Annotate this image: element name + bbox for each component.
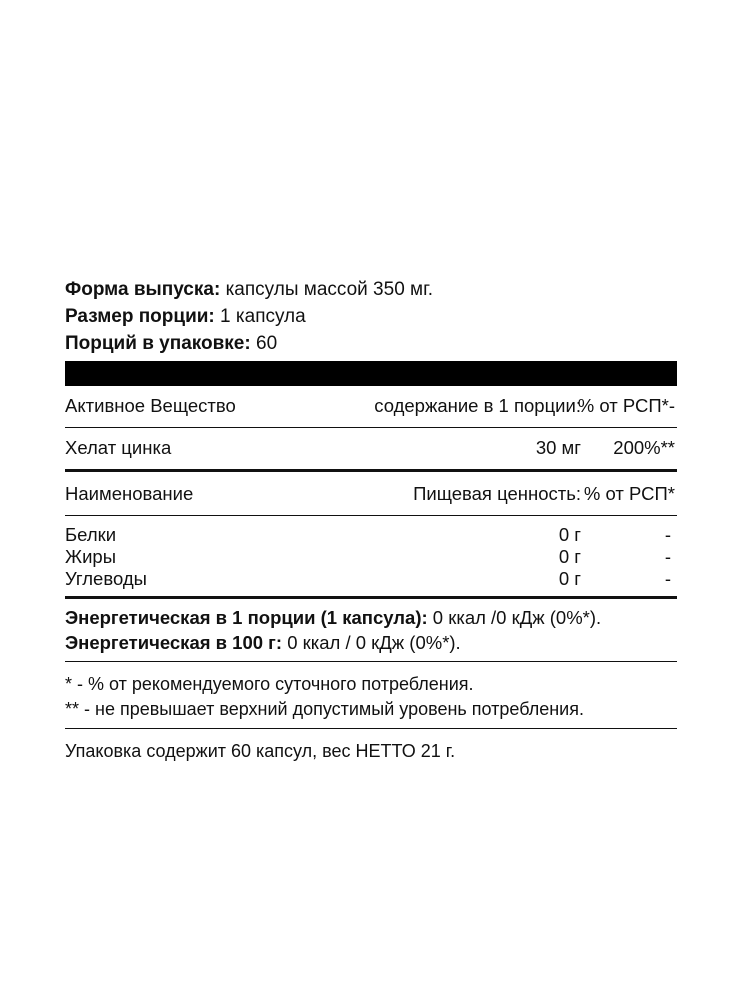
active-row-amount: 30 мг <box>535 437 581 458</box>
footnote-2: ** - не превышает верхний допустимый уровень потребления. <box>65 699 584 719</box>
energy-per-serving-value: 0 ккал /0 кДж (0%*). <box>432 607 602 628</box>
nutrition-table-header <box>65 480 677 507</box>
package-note: Упаковка содержит 60 капсул, вес НЕТТО 21 г. <box>65 741 456 761</box>
nutrition-row-percent: - <box>664 546 671 567</box>
active-table-header <box>65 392 677 419</box>
serving-value: 1 капсула <box>220 306 306 327</box>
active-col-name: Активное Вещество <box>65 395 236 416</box>
supplement-facts-panel <box>65 276 677 764</box>
form-line <box>65 276 677 303</box>
form-value: капсулы массой 350 мг. <box>225 279 433 300</box>
energy-per-100g-label: Энергетическая в 100 г: <box>65 632 283 653</box>
table-row <box>65 568 677 590</box>
nutrition-col-percent: % от РСП* <box>583 483 675 504</box>
nutrition-row-name: Углеводы <box>65 568 147 589</box>
nutrition-rows <box>65 524 677 590</box>
active-col-percent: % от РСП*- <box>577 395 675 416</box>
servings-value: 60 <box>256 333 278 354</box>
nutrition-col-value: Пищевая ценность: <box>413 483 581 504</box>
serving-line <box>65 303 677 330</box>
table-row <box>65 546 677 568</box>
active-row-name: Хелат цинка <box>65 437 172 458</box>
servings-label: Порций в упаковке: <box>65 333 251 354</box>
energy-per-serving-label: Энергетическая в 1 порции (1 капсула): <box>65 607 428 628</box>
table-row <box>65 524 677 546</box>
nutrition-row-amount: 0 г <box>558 524 581 545</box>
nutrition-row-percent: - <box>664 568 671 589</box>
nutrition-row-amount: 0 г <box>558 546 581 567</box>
energy-per-100g <box>65 630 677 655</box>
nutrition-row-name: Белки <box>65 524 117 545</box>
active-col-content: содержание в 1 порции: <box>374 395 581 416</box>
form-label: Форма выпуска: <box>65 279 221 300</box>
active-row-percent: 200%** <box>613 437 675 458</box>
table-row <box>65 434 677 461</box>
black-divider-bar <box>65 361 677 386</box>
nutrition-row-amount: 0 г <box>558 568 581 589</box>
footnote-1: * - % от рекомендуемого суточного потребления. <box>65 674 474 694</box>
servings-line <box>65 330 677 357</box>
energy-per-100g-value: 0 ккал / 0 кДж (0%*). <box>287 632 461 653</box>
serving-label: Размер порции: <box>65 306 215 327</box>
nutrition-col-name: Наименование <box>65 483 194 504</box>
energy-per-serving <box>65 605 677 630</box>
nutrition-row-name: Жиры <box>65 546 117 567</box>
nutrition-row-percent: - <box>664 524 671 545</box>
